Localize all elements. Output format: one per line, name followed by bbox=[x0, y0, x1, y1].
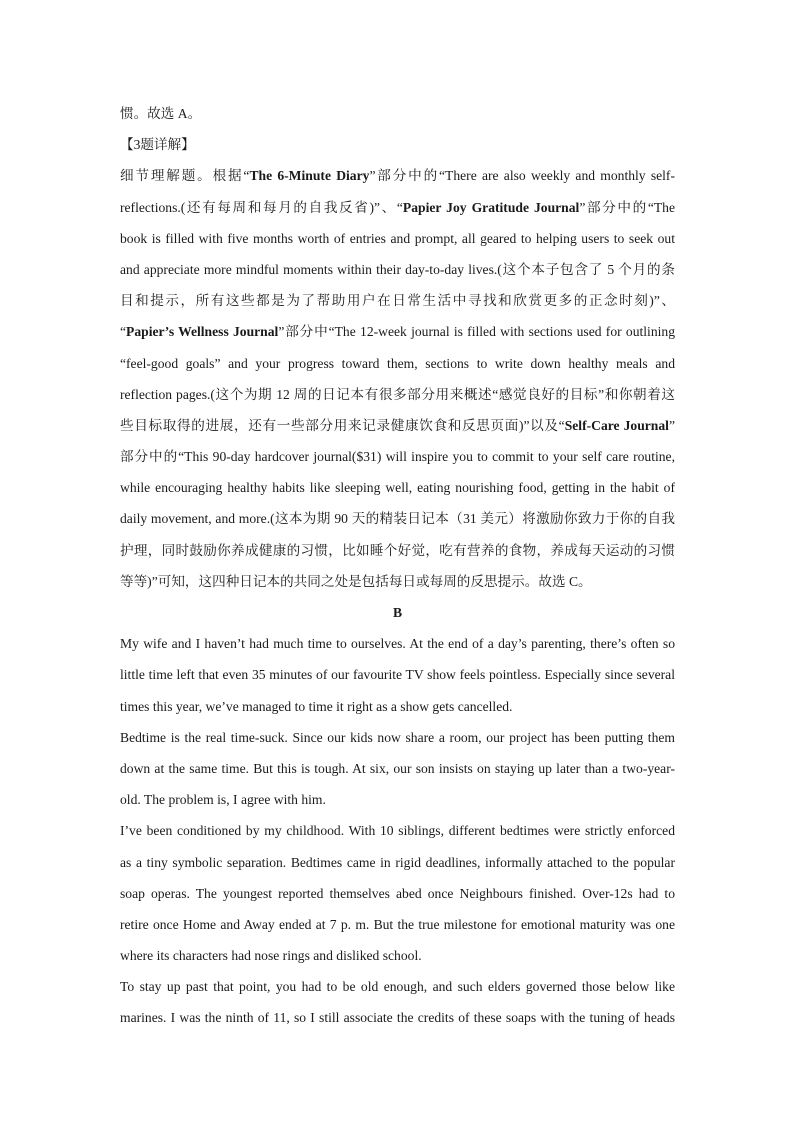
text-line: 【3题详解】 bbox=[120, 137, 195, 153]
text-line: 细节理解题。根据“The 6-Minute Diary”部分中的“There are also weekly and monthly self- bbox=[120, 168, 675, 184]
text-line: and appreciate more mindful moments within their day-to-day lives.(这个本子包含了 5 个月的条 bbox=[120, 261, 675, 277]
text-line: times this year, we’ve managed to time it right as a show gets cancelled. bbox=[120, 698, 513, 714]
text-line: down at the same time. But this is tough. At six, our son insists on staying up later than a two-year- bbox=[120, 760, 675, 776]
text-line: 目和提示，所有这些都是为了帮助用户在日常生活中寻找和欣赏更多的正念时刻)”、 bbox=[120, 293, 675, 309]
document-body bbox=[120, 98, 675, 1034]
bold-title: Papier’s Wellness Journal bbox=[126, 324, 279, 340]
text-line: marines. I was the ninth of 11, so I still associate the credits of these soaps with the tuning of heads bbox=[120, 1010, 675, 1026]
text-line: 些目标取得的进展，还有一些部分用来记录健康饮食和反思页面)”以及“Self-Care Journal” bbox=[120, 417, 675, 433]
text-line: book is filled with five months worth of entries and prompt, all geared to helping users to seek out bbox=[120, 230, 675, 246]
bold-title: The 6-Minute Diary bbox=[249, 168, 370, 184]
text-line: 等等)”可知，这四种日记本的共同之处是包括每日或每周的反思提示。故选 C。 bbox=[120, 573, 592, 589]
text-line: daily movement, and more.(这本为期 90 天的精装日记本（31 美元）将激励你致力于你的自我 bbox=[120, 511, 675, 527]
text-line: as a tiny symbolic separation. Bedtimes came in rigid deadlines, informally attached to the popular bbox=[120, 854, 675, 870]
text-line: reflections.(还有每周和每月的自我反省)”、“Papier Joy Gratitude Journal”部分中的“The bbox=[120, 199, 675, 215]
text-line: “Papier’s Wellness Journal”部分中“The 12-week journal is filled with sections used for outlining bbox=[120, 324, 675, 340]
text-line: while encouraging healthy habits like sleeping well, eating nourishing food, getting in the habit of bbox=[120, 480, 675, 496]
text-line: “feel-good goals” and your progress toward them, sections to write down healthy meals and bbox=[120, 355, 675, 371]
text-line: My wife and I haven’t had much time to ourselves. At the end of a day’s parenting, there’s often so bbox=[120, 636, 675, 652]
text-line: 部分中的“This 90-day hardcover journal($31) will inspire you to commit to your self care routine, bbox=[120, 449, 675, 465]
bold-title: Papier Joy Gratitude Journal bbox=[402, 199, 580, 215]
text-line: Bedtime is the real time-suck. Since our kids now share a room, our project has been putting them bbox=[120, 729, 675, 745]
text-line: old. The problem is, I agree with him. bbox=[120, 792, 326, 808]
text-line: 护理，同时鼓励你养成健康的习惯，比如睡个好觉，吃有营养的食物，养成每天运动的习惯 bbox=[120, 542, 675, 558]
text-line: To stay up past that point, you had to be old enough, and such elders governed those below like bbox=[120, 979, 675, 995]
text-line: soap operas. The youngest reported themselves abed once Neighbours finished. Over-12s had to bbox=[120, 885, 675, 901]
bold-title: Self-Care Journal bbox=[564, 417, 669, 433]
text-line: 惯。故选 A。 bbox=[120, 106, 202, 121]
text-line: where its characters had nose rings and disliked school. bbox=[120, 948, 422, 964]
section-heading: B bbox=[392, 605, 403, 620]
text-line: reflection pages.(这个为期 12 周的日记本有很多部分用来概述“感觉良好的目标”和你朝着这 bbox=[120, 386, 675, 402]
text-line: I’ve been conditioned by my childhood. With 10 siblings, different bedtimes were strictly enforced bbox=[120, 823, 675, 839]
text-line: little time left that even 35 minutes of our favourite TV show feels pointless. Especially since several bbox=[120, 667, 675, 683]
text-line: retire once Home and Away ended at 7 p. m. But the true milestone for emotional maturity was one bbox=[120, 916, 675, 932]
